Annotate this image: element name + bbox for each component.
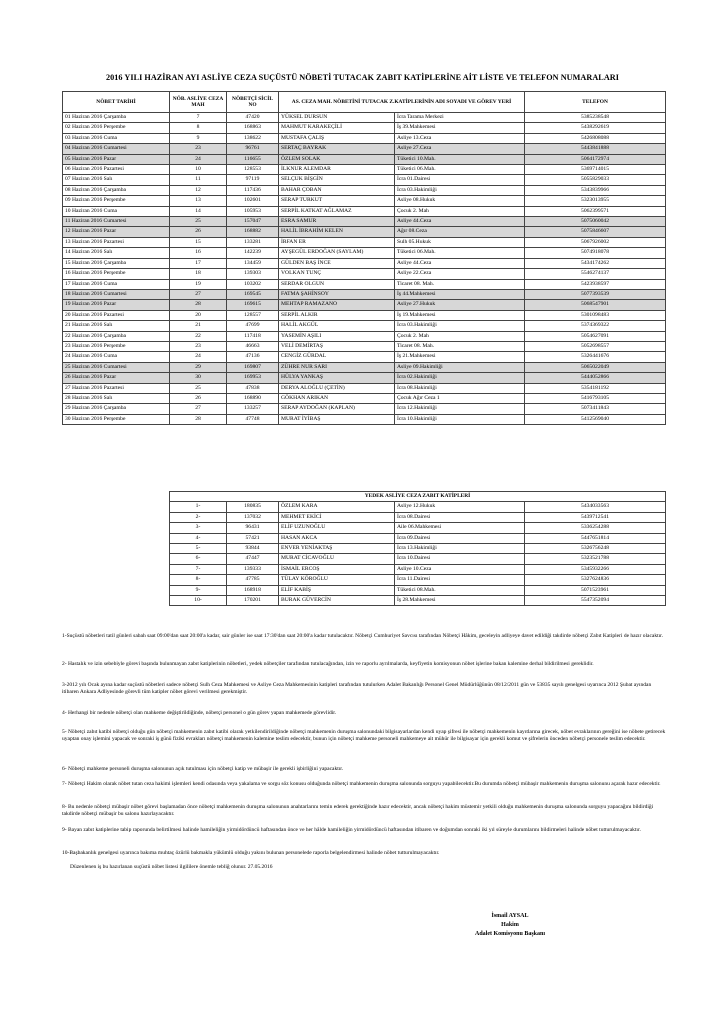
cell-place: Tüketici 10.Mah.	[395, 154, 525, 164]
cell-sicil: 168863	[227, 123, 279, 133]
cell-place: Sulh 05.Hukuk	[395, 237, 525, 247]
cell-phone: 5323521788	[525, 554, 666, 564]
table-row	[63, 206, 666, 216]
cell-phone: 5369714015	[525, 165, 666, 175]
cell-sicil: 105953	[227, 206, 279, 216]
cell-phone: 5447651814	[525, 533, 666, 543]
cell-date: 05 Haziran 2016 Pazar	[63, 154, 170, 164]
cell-name: SERAP AYDOĞAN (KAPLAN)	[279, 404, 395, 414]
cell-no: 3-	[170, 523, 227, 533]
cell-name: HÜLYA YANKAŞ	[279, 373, 395, 383]
cell-place: İş 44.Mahkemesi	[395, 289, 525, 299]
cell-sicil: 47785	[227, 575, 279, 585]
cell-place: Asliye 22.Ceza	[395, 269, 525, 279]
cell-court: 23	[170, 144, 227, 154]
cell-date: 14 Haziran 2016 Salı	[63, 248, 170, 258]
cell-place: Asliye 13.Ceza	[395, 133, 525, 143]
cell-place: İcra 03.Hakimliği	[395, 321, 525, 331]
cell-phone: 5439712541	[525, 512, 666, 522]
cell-sicil: 117418	[227, 331, 279, 341]
cell-place: Tüketici 08.Mah.	[395, 585, 525, 595]
cell-date: 16 Haziran 2016 Perşembe	[63, 269, 170, 279]
cell-phone: 5071523961	[525, 585, 666, 595]
cell-place: Ağır 08.Ceza	[395, 227, 525, 237]
signer-office: Adalet Komisyonu Başkanı	[474, 931, 546, 937]
cell-sicil: 47447	[227, 554, 279, 564]
cell-phone: 5434174262	[525, 258, 666, 268]
cell-sicil: 142239	[227, 248, 279, 258]
cell-phone: 5374369322	[525, 321, 666, 331]
cell-place: İş 28.Mahkemesi	[395, 596, 525, 606]
cell-name: YÜKSEL DURSUN	[279, 113, 395, 123]
note-5: 5- Nöbetçi zabıt katibi nöbetçi olduğu gün nöbetçi mahkemenin zabıt katibi olarak yetkilendirildiğinde nöbetçi mahkemenin duruşma salonundaki bilgisayarlardan kendi uyap şifresi ile nöbetçi mahkemenin kayıtlarına girecek, nöbet evraklarının gereğini ise nöbete getirecek uyaptan onay işlemini yapacak ve sonraki iş günü fiziki evrakları nöbetçi mahkemenin kalemine teslim edecektir, bunun için nöbetçi mahkeme personeli mahkemeye ait mühür ile bilgisayar için gerekli komut ve şifrelerin önceden nöbetçi personele teslim edecektir.	[62, 729, 666, 743]
cell-court: 23	[170, 341, 227, 351]
reserve-row	[170, 575, 666, 585]
cell-sicil: 168882	[227, 227, 279, 237]
table-row	[63, 217, 666, 227]
cell-phone: 5426808088	[525, 133, 666, 143]
cell-date: 26 Haziran 2016 Pazar	[63, 373, 170, 383]
cell-date: 19 Haziran 2016 Pazar	[63, 300, 170, 310]
cell-sicil: 157047	[227, 217, 279, 227]
cell-place: Asliye 27.Ceza	[395, 144, 525, 154]
cell-name: SERDAR OLGUN	[279, 279, 395, 289]
cell-name: CENGİZ GÜRDAL	[279, 352, 395, 362]
cell-name: MURAT CİCAVOĞLU	[279, 554, 395, 564]
cell-court: 8	[170, 123, 227, 133]
cell-phone: 5345932266	[525, 564, 666, 574]
cell-phone: 5412569040	[525, 414, 666, 424]
cell-phone: 5326441676	[525, 352, 666, 362]
table-row	[63, 144, 666, 154]
cell-name: MEHMET EKİCİ	[279, 512, 395, 522]
cell-court: 19	[170, 279, 227, 289]
cell-phone: 5065022049	[525, 362, 666, 372]
cell-court: 14	[170, 206, 227, 216]
signer-name: İsmail AYSAL	[491, 913, 529, 919]
cell-date: 30 Haziran 2016 Perşembe	[63, 414, 170, 424]
cell-no: 1-	[170, 502, 227, 512]
cell-name: VELİ DEMİRTAŞ	[279, 341, 395, 351]
cell-place: Asliye 10.Ceza	[395, 564, 525, 574]
cell-court: 28	[170, 414, 227, 424]
cell-court: 20	[170, 310, 227, 320]
cell-place: Aile 06.Mahkemesi	[395, 523, 525, 533]
cell-phone: 5547352094	[525, 596, 666, 606]
cell-name: HALİL AKGÜL	[279, 321, 395, 331]
cell-sicil: 180835	[227, 502, 279, 512]
cell-name: GÜLDEN BAŞ İNCE	[279, 258, 395, 268]
cell-phone: 5423938597	[525, 279, 666, 289]
table-row	[63, 248, 666, 258]
cell-date: 15 Haziran 2016 Çarşamba	[63, 258, 170, 268]
cell-name: BAHAR ÇOBAN	[279, 185, 395, 195]
reserve-row	[170, 512, 666, 522]
cell-name: VOLKAN TUNÇ	[279, 269, 395, 279]
reserve-row	[170, 533, 666, 543]
cell-sicil: 134459	[227, 258, 279, 268]
cell-sicil: 169545	[227, 289, 279, 299]
cell-place: İcra 10.Dairesi	[395, 554, 525, 564]
table-row	[63, 185, 666, 195]
cell-name: MUSTAFA ÇALIŞ	[279, 133, 395, 143]
cell-name: ESRA SAMUR	[279, 217, 395, 227]
cell-place: İcra 10.Hakimliği	[395, 414, 525, 424]
table-row	[63, 300, 666, 310]
cell-place: İcra 13.Hakimliği	[395, 544, 525, 554]
cell-place: İcra 09.Dairesi	[395, 533, 525, 543]
table-row	[63, 383, 666, 393]
duty-table	[62, 91, 666, 425]
cell-phone: 5385238548	[525, 113, 666, 123]
cell-sicil: 169953	[227, 373, 279, 383]
cell-date: 07 Haziran 2016 Salı	[63, 175, 170, 185]
cell-sicil: 170201	[227, 596, 279, 606]
note-6: 6- Nöbetçi mahkeme personeli duruşma salonunun açık tutulması için nöbetçi katip ve mübaşir ile gerekli işbirliğini yapacaktır.	[62, 766, 344, 772]
cell-date: 17 Haziran 2016 Cuma	[63, 279, 170, 289]
cell-no: 5-	[170, 544, 227, 554]
cell-name: MURAT İYİBAŞ	[279, 414, 395, 424]
cell-court: 27	[170, 404, 227, 414]
cell-phone: 5336254288	[525, 523, 666, 533]
cell-sicil: 128557	[227, 310, 279, 320]
cell-sicil: 133257	[227, 404, 279, 414]
cell-place: Asliye 09.Hakimliği	[395, 362, 525, 372]
cell-name: SERPİL ALKIR	[279, 310, 395, 320]
cell-phone: 5074918078	[525, 248, 666, 258]
reserve-row	[170, 544, 666, 554]
signature-block	[430, 912, 590, 939]
table-row	[63, 269, 666, 279]
cell-sicil: 97119	[227, 175, 279, 185]
cell-date: 11 Haziran 2016 Cumartesi	[63, 217, 170, 227]
cell-place: İcra 11.Dairesi	[395, 575, 525, 585]
reserve-title: YEDEK ASLİYE CEZA ZABIT KATİPLERİ	[170, 492, 666, 502]
cell-sicil: 47420	[227, 113, 279, 123]
cell-place: Asliye 44.Ceza	[395, 217, 525, 227]
table-row	[63, 404, 666, 414]
cell-phone: 5327624836	[525, 575, 666, 585]
cell-phone: 5077393539	[525, 289, 666, 299]
cell-place: Çocuk 2. Mah	[395, 331, 525, 341]
cell-sicil: 57421	[227, 533, 279, 543]
cell-place: İcra 01.Dairesi	[395, 175, 525, 185]
cell-no: 6-	[170, 554, 227, 564]
cell-court: 28	[170, 300, 227, 310]
cell-place: İş 19.Mahkemesi	[395, 310, 525, 320]
cell-place: Çocuk Ağır Ceza 1	[395, 393, 525, 403]
cell-date: 20 Haziran 2016 Pazartesi	[63, 310, 170, 320]
cell-court: 21	[170, 321, 227, 331]
cell-date: 28 Haziran 2016 Salı	[63, 393, 170, 403]
cell-date: 13 Haziran 2016 Pazartesi	[63, 237, 170, 247]
cell-name: DERYA ALOĞLU (ÇETİN)	[279, 383, 395, 393]
table-row	[63, 258, 666, 268]
cell-sicil: 47699	[227, 321, 279, 331]
cell-sicil: 116655	[227, 154, 279, 164]
table-row	[63, 362, 666, 372]
cell-place: İş 39.Mahkemesi	[395, 123, 525, 133]
cell-place: Ticaret 08. Mah.	[395, 341, 525, 351]
cell-date: 06 Haziran 2016 Pazartesi	[63, 165, 170, 175]
cell-date: 27 Haziran 2016 Pazartesi	[63, 383, 170, 393]
cell-date: 10 Haziran 2016 Cuma	[63, 206, 170, 216]
cell-phone: 5068547901	[525, 300, 666, 310]
cell-phone: 5301098483	[525, 310, 666, 320]
cell-place: Ticaret 08. Mah.	[395, 279, 525, 289]
cell-date: 18 Haziran 2016 Cumartesi	[63, 289, 170, 299]
table-row	[63, 352, 666, 362]
cell-no: 7-	[170, 564, 227, 574]
cell-name: AYŞEGÜL ERDOĞAN (SAYLAM)	[279, 248, 395, 258]
cell-court: 24	[170, 154, 227, 164]
cell-date: 03 Haziran 2016 Cuma	[63, 133, 170, 143]
table-row	[63, 133, 666, 143]
cell-phone: 5052698557	[525, 341, 666, 351]
cell-date: 23 Haziran 2016 Perşembe	[63, 341, 170, 351]
cell-sicil: 138622	[227, 133, 279, 143]
cell-court: 12	[170, 185, 227, 195]
cell-court: 24	[170, 352, 227, 362]
table-row	[63, 331, 666, 341]
cell-court: 16	[170, 248, 227, 258]
note-3: 3-2012 yılı Ocak ayına kadar suçüstü nöbetleri sadece nöbetçi Sulh Ceza Mahkemesi ve Asliye Ceza Mahkemesinin katipleri tarafından tutulurken Adalet Bakanlığı Personel Genel Müdürlüğünün 08/12/2011 gün ve 53835 sayılı genelgesi uyarınca 2012 Şubat ayından itibaren Ankara Adliyesinde görevli tüm katipler nöbet görevi verilmesi gerekmiştir.	[62, 682, 652, 696]
cell-place: Asliye 44.Ceza	[395, 258, 525, 268]
cell-place: Asliye 08.Hukuk	[395, 196, 525, 206]
header-clerk: AS. CEZA MAH. NÖBETİNİ TUTACAK Z.KATİPLERİNİN ADI SOYADI VE GÖREV YERİ	[279, 92, 525, 113]
cell-date: 29 Haziran 2016 Çarşamba	[63, 404, 170, 414]
cell-name: GÖKHAN ARIKAN	[279, 393, 395, 403]
cell-no: 10-	[170, 596, 227, 606]
cell-date: 04 Haziran 2016 Cumartesi	[63, 144, 170, 154]
cell-place: İcra 03.Hakimliği	[395, 185, 525, 195]
cell-court: 15	[170, 237, 227, 247]
cell-sicil: 137032	[227, 512, 279, 522]
table-row	[63, 279, 666, 289]
cell-date: 08 Haziran 2016 Çarşamba	[63, 185, 170, 195]
cell-sicil: 169807	[227, 362, 279, 372]
cell-court: 11	[170, 175, 227, 185]
cell-name: YASEMİN AŞILI	[279, 331, 395, 341]
cell-place: İş 21.Mahkemesi	[395, 352, 525, 362]
cell-place: İcra 08.Dairesi	[395, 512, 525, 522]
cell-name: ÖZLEM KARA	[279, 502, 395, 512]
cell-phone: 5443841888	[525, 144, 666, 154]
cell-no: 8-	[170, 575, 227, 585]
note-10: 10-Başbakanlık genelgesi uyarınca bakıma muhtaç özürlü bakmakla yükümlü olduğu yakını bulunan personelede raporla belgelendirmesi halinde nöbet tutturulmayacaktır.	[62, 850, 440, 856]
cell-court: 18	[170, 269, 227, 279]
table-row	[63, 175, 666, 185]
table-row	[63, 289, 666, 299]
cell-phone: 5075060042	[525, 217, 666, 227]
reserve-row	[170, 564, 666, 574]
cell-name: ÖZLEM SOLAK	[279, 154, 395, 164]
cell-date: 12 Haziran 2016 Pazar	[63, 227, 170, 237]
reserve-row	[170, 523, 666, 533]
cell-sicil: 128553	[227, 165, 279, 175]
cell-name: SELÇUK BİŞGİN	[279, 175, 395, 185]
reserve-row	[170, 585, 666, 595]
cell-place: Tüketici 06.Mah.	[395, 248, 525, 258]
cell-court: 26	[170, 227, 227, 237]
cell-sicil: 139303	[227, 269, 279, 279]
cell-sicil: 168890	[227, 393, 279, 403]
note-9: 9- Bayan zabıt katiplerine tabip raporunda belirtilmesi halinde hamileliğin yirmidördüncü haftasından önce ve her hâlde hamileliğin yirmidördüncü haftasından itibaren ve doğumdan sonraki iki yıl süreyle durumlarını bildirmeleri halinde nöbet tutturulmayacaktır.	[62, 827, 641, 833]
cell-date: 25 Haziran 2016 Cumartesi	[63, 362, 170, 372]
cell-phone: 5416793105	[525, 393, 666, 403]
table-row	[63, 227, 666, 237]
cell-sicil: 169615	[227, 300, 279, 310]
cell-name: MEHTAP RAMAZANO	[279, 300, 395, 310]
cell-court: 25	[170, 217, 227, 227]
table-row	[63, 373, 666, 383]
cell-place: İcra 02.Hakimliği	[395, 373, 525, 383]
cell-court: 13	[170, 196, 227, 206]
cell-sicil: 168918	[227, 585, 279, 595]
cell-sicil: 96431	[227, 523, 279, 533]
cell-phone: 5323013955	[525, 196, 666, 206]
cell-phone: 5064172974	[525, 154, 666, 164]
cell-place: Asliye 27.Hukuk	[395, 300, 525, 310]
table-header	[63, 92, 666, 113]
table-row	[63, 165, 666, 175]
note-1: 1-Suçüstü nöbetleri tatil günleri sabah saat 09:00'dan saat 20:00'a kadar, sair günler ise saat 17:30'dan saat 20:00'a kadar tutulacaktır. Nöbetçi Cumhuriyet Savcısı tarafından Nöbetçi Hâkim, geceleyin adliyeye davet edildiği takdirde nöbetçi Zabıt Katipleri de hazır olacaktır.	[62, 633, 664, 639]
cell-court: 29	[170, 362, 227, 372]
cell-phone: 5354181192	[525, 383, 666, 393]
cell-date: 22 Haziran 2016 Çarşamba	[63, 331, 170, 341]
cell-court: 9	[170, 133, 227, 143]
cell-phone: 5444052866	[525, 373, 666, 383]
cell-phone: 5438292619	[525, 123, 666, 133]
cell-name: ZÜHRE NUR SARI	[279, 362, 395, 372]
table-row	[63, 154, 666, 164]
cell-name: İRFAN ER	[279, 237, 395, 247]
cell-name: SERPİL KATKAT AĞLAMAZ	[279, 206, 395, 216]
table-row	[63, 341, 666, 351]
cell-sicil: 103202	[227, 279, 279, 289]
reserve-row	[170, 596, 666, 606]
table-row	[63, 113, 666, 123]
cell-date: 21 Haziran 2016 Salı	[63, 321, 170, 331]
cell-court: 27	[170, 289, 227, 299]
table-row	[63, 393, 666, 403]
cell-sicil: 96761	[227, 144, 279, 154]
cell-sicil: 93844	[227, 544, 279, 554]
cell-court: 10	[170, 165, 227, 175]
cell-name: HASAN AKCA	[279, 533, 395, 543]
cell-phone: 5067926002	[525, 237, 666, 247]
cell-name: MAHMUT KARAKEÇİLİ	[279, 123, 395, 133]
note-4: 4- Herhangi bir nedenle nöbetçi olan mahkeme değiştirildiğinde, nöbetçi personel o gün görev yapan mahkemede görevlidir.	[62, 710, 337, 716]
table-row	[63, 310, 666, 320]
cell-court: 25	[170, 383, 227, 393]
cell-court: 26	[170, 393, 227, 403]
table-row	[63, 414, 666, 424]
cell-no: 9-	[170, 585, 227, 595]
cell-court: 7	[170, 113, 227, 123]
cell-date: 02 Haziran 2016 Perşembe	[63, 123, 170, 133]
cell-place: Tüketici 06.Mah.	[395, 165, 525, 175]
cell-place: Çocuk 2. Mah	[395, 206, 525, 216]
signer-role: Hakim	[501, 922, 519, 928]
cell-sicil: 139333	[227, 564, 279, 574]
cell-court: 30	[170, 373, 227, 383]
cell-no: 4-	[170, 533, 227, 543]
header-court: NÖB. ASLİYE CEZA MAH	[170, 92, 227, 113]
cell-sicil: 46663	[227, 341, 279, 351]
cell-date: 24 Haziran 2016 Cuma	[63, 352, 170, 362]
cell-name: İSMAİL ERCOŞ	[279, 564, 395, 574]
reserve-row	[170, 502, 666, 512]
cell-name: HALİL İBRAHİM KELEN	[279, 227, 395, 237]
cell-place: Asliye 12.Hukuk	[395, 502, 525, 512]
cell-phone: 5546274137	[525, 269, 666, 279]
cell-date: 09 Haziran 2016 Perşembe	[63, 196, 170, 206]
cell-sicil: 133281	[227, 237, 279, 247]
cell-sicil: 117436	[227, 185, 279, 195]
table-row	[63, 237, 666, 247]
cell-phone: 5434033563	[525, 502, 666, 512]
note-closing: Düzenlenen iş bu hazırlanan suçüstü nöbet listesi ilgililere önemle tebliğ olunur. 27.05.2016	[70, 864, 273, 870]
cell-court: 22	[170, 331, 227, 341]
cell-name: SERAP TURKUT	[279, 196, 395, 206]
cell-place: İcra 12.Hakimliği	[395, 404, 525, 414]
cell-name: BURAK GÜVERCİN	[279, 596, 395, 606]
cell-name: ELİF UZUNOĞLU	[279, 523, 395, 533]
cell-sicil: 47838	[227, 383, 279, 393]
reserve-table	[169, 491, 666, 606]
cell-phone: 5054627091	[525, 331, 666, 341]
note-8: 8- Bu nedenle nöbetçi mübaşir nöbet görevi başlamadan önce nöbetçi mahkemenin duruşma salonunun anahtarlarını temin ederek gerektiğinde hazır edecektir, ancak nöbetçi hakim müstemir yetkili olduğu mahkemenin duruşma salonunda sorguyu yapacağını bildirdiği takdirde nöbetçi mübaşir bu salonu hazırlayacaktır.	[62, 804, 654, 818]
cell-phone: 5073411843	[525, 404, 666, 414]
cell-phone: 5343839966	[525, 185, 666, 195]
table-row	[63, 196, 666, 206]
cell-phone: 5055829033	[525, 175, 666, 185]
cell-name: SERTAÇ BAYRAK	[279, 144, 395, 154]
cell-no: 2-	[170, 512, 227, 522]
table-row	[63, 321, 666, 331]
cell-date: 01 Haziran 2016 Çarşamba	[63, 113, 170, 123]
cell-sicil: 102601	[227, 196, 279, 206]
reserve-row	[170, 554, 666, 564]
header-sicil: NÖBETÇİ SİCİL NO	[227, 92, 279, 113]
header-phone: TELEFON	[525, 92, 666, 113]
cell-phone: 5326756248	[525, 544, 666, 554]
cell-name: İLKNUR ALEMDAR	[279, 165, 395, 175]
cell-sicil: 47748	[227, 414, 279, 424]
cell-phone: 5075846607	[525, 227, 666, 237]
cell-name: ENVER YENİAKTAŞ	[279, 544, 395, 554]
cell-sicil: 47136	[227, 352, 279, 362]
note-2: 2- Hastalık ve izin sebebiyle görevi başında bulunmayan zabıt katiplerinin nöbetleri, yedek nöbetçiler tarafından tutulacağından, izin ve raporlu ayrılmalarda, keyfiyetin komisyonun nöbet işlerine bakan kalemine derhal bildirilmesi gereklidir.	[62, 661, 594, 667]
cell-court: 17	[170, 258, 227, 268]
cell-name: FATMA ŞAHİNSOY	[279, 289, 395, 299]
cell-place: İcra Tarama Merkezi	[395, 113, 525, 123]
cell-name: ELİF KABİŞ	[279, 585, 395, 595]
header-date: NÖBET TARİHİ	[63, 92, 170, 113]
cell-phone: 5062399571	[525, 206, 666, 216]
table-row	[63, 123, 666, 133]
page-title: 2016 YILI HAZİRAN AYI ASLİYE CEZA SUÇÜSTÜ NÖBETİ TUTACAK ZABIT KATİPLERİNE AİT LİSTE VE TELEFON NUMARALARI	[106, 73, 619, 82]
note-7: 7- Nöbetçi Hakim olarak nöbet tutan ceza hakimi işlemleri kendi odasında veya yakalama ve sorgu söz konusu olduğunda nöbetçi mahkemenin duruşma salonunda sorguyu yapabilecektir.Bu durumda nöbetçi mübaşir mahkemenin duruşma salonunu açarak hazır edecektir.	[62, 781, 661, 787]
cell-name: TÜLAY KÖROĞLU	[279, 575, 395, 585]
cell-place: İcra 08.Hakimliği	[395, 383, 525, 393]
